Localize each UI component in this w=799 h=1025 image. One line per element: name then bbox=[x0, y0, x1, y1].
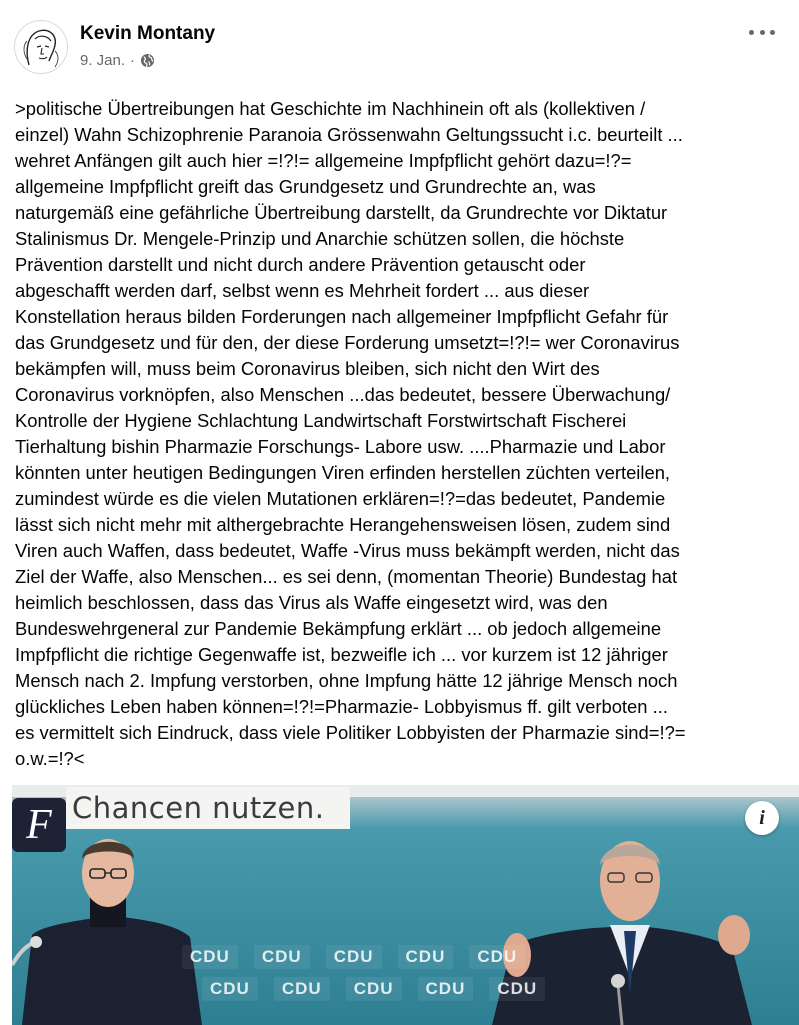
cdu-backdrop-text: CDU bbox=[274, 977, 330, 1001]
globe-icon[interactable] bbox=[140, 53, 155, 68]
meta-separator: · bbox=[130, 52, 136, 69]
post-meta bbox=[80, 52, 155, 69]
post-text: >politische Übertreibungen hat Geschichte im Nachhinein oft als (kollektiven / einzel) Wahn Schizophrenie Paranoia Grössenwahn Geltungssucht i.c. beurteilt ... wehret Anfängen gilt auch hier =!?!= allgemeine Impfpflicht gehört dazu=!?= allgemeine Impfpflicht greift das Grundgesetz und Grundrechte an, was naturgemäß eine gefährliche Übertreibung darstellt, da Grundrechte vor Diktatur Stalinismus Dr. Mengele-Prinzip und Anarchie schützen sollen, die höchste Prävention darstellt und nicht durch andere Prävention getauscht oder abgeschafft werden darf, selbst wenn es Mehrheit fordert ... aus dieser Konstellation heraus bilden Forderungen nach allgemeiner Impfpflicht Gefahr für das Grundgesetz und für den, der diese Forderung umsetzt=!?!= wer Coronavirus bekämpfen will, muss beim Coronavirus bleiben, sich nicht den Wirt des Coronavirus vorknöpfen, also Menschen ...das bedeutet, bessere Überwachung/ Kontrolle der Hygiene Schlachtung Landwirtschaft Forstwirtschaft Fischerei Tierhaltung bishin Pharmazie Forschungs- Labore usw. ....Pharmazie und Labor könnten unter heutigen Bedingungen Viren erfinden herstellen züchten verteilen, zumindest würde es die vielen Mutationen erklären=!?=das bedeutet, Pandemie lässt sich nicht mehr mit althergebrachte Herangehensweisen lösen, zudem sind Viren auch Waffen, dass bedeutet, Waffe -Virus muss bekämpft werden, nicht das Ziel der Waffe, also Menschen... es sei denn, (momentan Theorie) Bundestag hat heimlich beschlossen, dass das Virus als Waffe eingesetzt wird, was den Bundeswehrgeneral zur Pandemie Bekämpfung erklärt ... ob jedoch allgemeine Impfpflicht die richtige Gegenwaffe ist, bezweifle ich ... vor kurzem ist 12 jähriger Mensch nach 2. Impfung verstorben, ohne Impfung hätte 12 jährige Mensch noch glückliches Leben haben können=!?!=Pharmazie- Lobbyismus ff. gilt verboten ... es vermittelt sich Eindruck, dass viele Politiker Lobbyisten der Pharmazie sind=!?= o.w.=!?< bbox=[15, 98, 686, 769]
cdu-backdrop-text: CDU bbox=[418, 977, 474, 1001]
avatar[interactable] bbox=[14, 20, 68, 74]
sketch-portrait-icon bbox=[15, 21, 67, 73]
post-header bbox=[0, 0, 799, 90]
cdu-backdrop-text: CDU bbox=[489, 977, 545, 1001]
cdu-backdrop-text: CDU bbox=[326, 945, 382, 969]
post-date[interactable]: 9. Jan. bbox=[80, 52, 126, 69]
publisher-logo[interactable]: F bbox=[12, 798, 66, 852]
dot-icon bbox=[760, 30, 765, 35]
more-options-button[interactable] bbox=[749, 22, 775, 42]
cdu-backdrop-text: CDU bbox=[182, 945, 238, 969]
cdu-backdrop-text: CDU bbox=[398, 945, 454, 969]
dot-icon bbox=[770, 30, 775, 35]
cdu-backdrop-row bbox=[182, 945, 525, 969]
cdu-backdrop-text: CDU bbox=[346, 977, 402, 1001]
cdu-backdrop-row bbox=[202, 977, 545, 1001]
author-name[interactable]: Kevin Montany bbox=[80, 23, 216, 44]
post-photo[interactable] bbox=[12, 785, 799, 1025]
cdu-backdrop-text: CDU bbox=[469, 945, 525, 969]
cdu-backdrop-text: CDU bbox=[202, 977, 258, 1001]
photo-banner-text: Chancen nutzen. bbox=[66, 787, 350, 829]
info-button[interactable]: i bbox=[745, 801, 779, 835]
dot-icon bbox=[749, 30, 754, 35]
cdu-backdrop-text: CDU bbox=[254, 945, 310, 969]
